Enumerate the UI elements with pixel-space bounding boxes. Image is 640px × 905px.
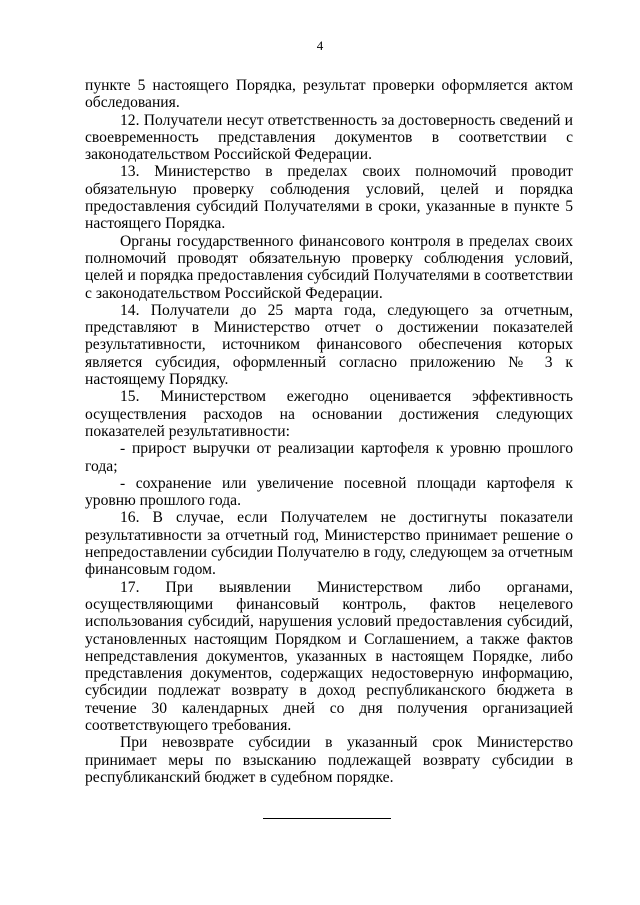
paragraph-14: 14. Получатели до 25 марта года, следующего за отчетным, представляют в Министерство отчет о достижении показателей результативности, источником финансового обеспечения которых является субсидия, оформленный согласно приложению № 3 к настоящему Порядку. bbox=[85, 301, 573, 389]
list-item-sown-area: - сохранение или увеличение посевной площади картофеля к уровню прошлого года. bbox=[85, 474, 573, 510]
paragraph-financial-control: Органы государственного финансового контроля в пределах своих полномочий проводят обязательную проверку соблюдения условий, целей и порядка предоставления субсидий Получателями в соответствии с законодательством Российской Федерации. bbox=[85, 232, 573, 302]
paragraph-continuation: пункте 5 настоящего Порядка, результат проверки оформляется актом обследования. bbox=[85, 77, 573, 112]
page-number: 4 bbox=[316, 38, 324, 53]
paragraph-13: 13. Министерство в пределах своих полномочий проводит обязательную проверку соблюдения условий, целей и порядка предоставления субсидий Получателями в сроки, указанные в пункте 5 настоящего Порядка. bbox=[85, 163, 573, 233]
closing-divider bbox=[263, 818, 391, 819]
paragraph-15: 15. Министерством ежегодно оценивается эффективность осуществления расходов на основании достижения следующих показателей результативности: bbox=[85, 388, 573, 440]
list-item-revenue-growth: - прирост выручки от реализации картофеля к уровню прошлого года; bbox=[85, 440, 573, 475]
paragraph-non-return: При невозврате субсидии в указанный срок Министерство принимает меры по взысканию подлежащей возврату субсидии в республиканский бюджет в судебном порядке. bbox=[85, 734, 573, 786]
paragraph-16: 16. В случае, если Получателем не достигнуты показатели результативности за отчетный год, Министерство принимает решение о непредоставлении субсидии Получателю в году, следующем за отчетным финансовым годом. bbox=[85, 509, 573, 579]
paragraph-12: 12. Получатели несут ответственность за достоверность сведений и своевременность представления документов в соответствии с законодательством Российской Федерации. bbox=[85, 111, 573, 164]
document-body bbox=[85, 77, 573, 786]
paragraph-17: 17. При выявлении Министерством либо органами, осуществляющими финансовый контроль, фактов нецелевого использования субсидий, нарушения условий предоставления субсидий, установленных настоящим Порядком и Соглашением, а также фактов непредставления документов, указанных в настоящем Порядке, либо представления документов, содержащих недостоверную информацию, субсидии подлежат возврату в доход республиканского бюджета в течение 30 календарных дней со дня получения организацией соответствующего требования. bbox=[85, 578, 573, 734]
